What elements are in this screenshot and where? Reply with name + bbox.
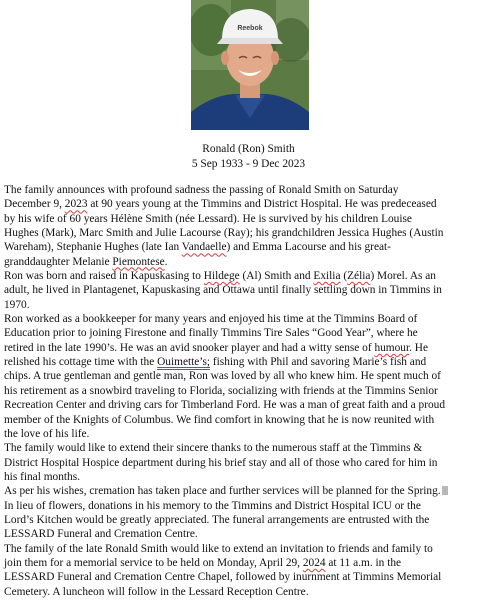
deceased-name: Ronald (Ron) Smith bbox=[202, 143, 295, 155]
text-line bbox=[4, 283, 492, 297]
text-line bbox=[4, 570, 492, 584]
text-line bbox=[4, 212, 492, 226]
text-segment: Ron worked as a bookkeeper for many years and enjoyed his time at the Timmins Board of bbox=[4, 313, 418, 326]
text-segment: Ron was born and raised in Kapuskasing to bbox=[4, 270, 204, 283]
life-dates: 5 Sep 1933 - 9 Dec 2023 bbox=[191, 158, 306, 170]
text-line bbox=[4, 585, 492, 599]
text-segment: The family announces with profound sadness the passing of Ronald Smith on Saturday bbox=[4, 184, 399, 196]
text-segment: ( bbox=[340, 270, 348, 283]
text-line bbox=[4, 240, 492, 254]
text-segment: the love of his life. bbox=[4, 427, 90, 440]
text-segment: December 9, bbox=[4, 198, 65, 211]
spellcheck-word: 2023 bbox=[64, 198, 88, 211]
text-segment: In lieu of flowers, donations in his memory to the Timmins and District Hospital ICU or the bbox=[4, 499, 421, 512]
text-segment: . bbox=[164, 255, 168, 268]
text-segment: relished his cottage time with the bbox=[4, 356, 158, 369]
spellcheck-word: 2024 bbox=[302, 556, 326, 569]
text-segment: his final months. bbox=[4, 470, 80, 483]
spellcheck-word: Piemontese bbox=[112, 255, 165, 268]
text-segment: District Hospital Hospice department during his brief stay and all of those who cared for him in bbox=[4, 456, 438, 469]
spellcheck-word: humour bbox=[374, 341, 410, 354]
text-segment: Education prior to joining Firestone and finally Timmins Tire Sales “Good Year”, where he bbox=[4, 327, 418, 340]
text-line bbox=[4, 456, 492, 470]
text-segment: The family of the late Ronald Smith would like to extend an invitation to friends and family to bbox=[4, 542, 433, 555]
text-line bbox=[4, 355, 492, 369]
text-segment: LESSARD Funeral and Cremation Centre Chapel, followed by inurnment at Timmins Memorial bbox=[4, 571, 442, 584]
text-line bbox=[4, 441, 492, 455]
text-line bbox=[4, 312, 492, 326]
text-segment: ) Morel. As an bbox=[370, 270, 436, 283]
text-segment: granddaughter Melanie bbox=[4, 255, 113, 268]
text-segment: fishing with Phil and savoring Marie’s fish and bbox=[210, 356, 427, 369]
text-line bbox=[4, 427, 492, 441]
text-line bbox=[4, 499, 492, 513]
text-line bbox=[4, 341, 492, 355]
spellcheck-word: Vandaelle bbox=[181, 241, 227, 254]
text-segment: As per his wishes, cremation has taken place and further services will be planned for the Spring. bbox=[4, 485, 441, 498]
text-line bbox=[4, 484, 492, 498]
text-line bbox=[4, 413, 492, 427]
text-segment: retired in the late 1990’s. He was an avid snooker player and had a witty sense of bbox=[4, 341, 375, 354]
text-segment: his retirement as a snowbird traveling to Florida, socializing with friends at the Timmins Senior bbox=[4, 384, 438, 397]
text-segment: Recreation Center and driving cars for Timberland Ford. He was a man of great faith and a proud bbox=[4, 399, 446, 412]
text-segment: . He bbox=[409, 341, 429, 354]
text-segment: by his wife of 60 years Hélène Smith (née Lessard). He is survived by his children Louise bbox=[4, 212, 412, 225]
text-segment: Hughes (Mark), Marc Smith and Julie Lacourse (Ray); his grandchildren Jessica Hughes (Austin bbox=[4, 227, 444, 240]
text-line bbox=[4, 527, 492, 541]
text-segment: member of the Knights of Columbus. We find comfort in knowing that he is now reunited with bbox=[4, 413, 435, 426]
text-line bbox=[4, 513, 492, 527]
text-line bbox=[4, 298, 492, 312]
spellcheck-word: Exilia bbox=[313, 270, 341, 283]
text-segment: adult, he lived in Plantagenet, Kapuskasing and Ottawa until finally settling down in Timmins in bbox=[4, 284, 442, 297]
text-segment: at 11 a.m. in the bbox=[325, 556, 402, 569]
text-line bbox=[4, 255, 492, 269]
text-line bbox=[4, 384, 492, 398]
text-line bbox=[4, 197, 492, 211]
text-line bbox=[4, 398, 492, 412]
spellcheck-word: Hildege bbox=[203, 270, 240, 283]
text-line bbox=[4, 542, 492, 556]
text-line bbox=[4, 369, 492, 383]
text-line bbox=[4, 470, 492, 484]
text-segment: at 90 years young at the Timmins and District Hospital. He was predeceased bbox=[87, 198, 437, 211]
text-segment: Cemetery. A luncheon will follow in the Lessard Reception Centre. bbox=[4, 585, 309, 598]
text-segment: 1970. bbox=[4, 298, 30, 311]
portrait-illustration bbox=[191, 0, 309, 130]
text-segment: LESSARD Funeral and Cremation Centre. bbox=[4, 528, 198, 541]
text-segment: join them for a memorial service to be held on Monday, April 29, bbox=[4, 556, 303, 569]
grammar-check-word: Ouimette’s; bbox=[157, 356, 211, 369]
cap-logo: Reebok bbox=[237, 25, 263, 32]
text-line bbox=[4, 326, 492, 340]
text-segment: chips. A true gentleman and gentle man, Ron was loved by all who knew him. He spent much of bbox=[4, 370, 441, 383]
text-line bbox=[4, 556, 492, 570]
text-segment: Lord’s Kitchen would be greatly appreciated. The funeral arrangements are entrusted with the bbox=[4, 513, 430, 526]
text-segment: (Al) Smith and bbox=[239, 270, 314, 283]
text-line bbox=[4, 183, 492, 197]
text-line bbox=[4, 269, 492, 283]
text-line bbox=[4, 226, 492, 240]
text-cursor-marker bbox=[442, 486, 448, 495]
portrait-photo bbox=[191, 0, 309, 130]
text-segment: Wareham), Stephanie Hughes (late Ian bbox=[4, 241, 182, 254]
text-segment: ) and Emma Lacourse and his great- bbox=[226, 241, 391, 254]
obituary-text bbox=[4, 183, 492, 599]
spellcheck-word: Zélia bbox=[347, 270, 371, 283]
text-segment: The family would like to extend their sincere thanks to the numerous staff at the Timmins & bbox=[4, 442, 423, 455]
